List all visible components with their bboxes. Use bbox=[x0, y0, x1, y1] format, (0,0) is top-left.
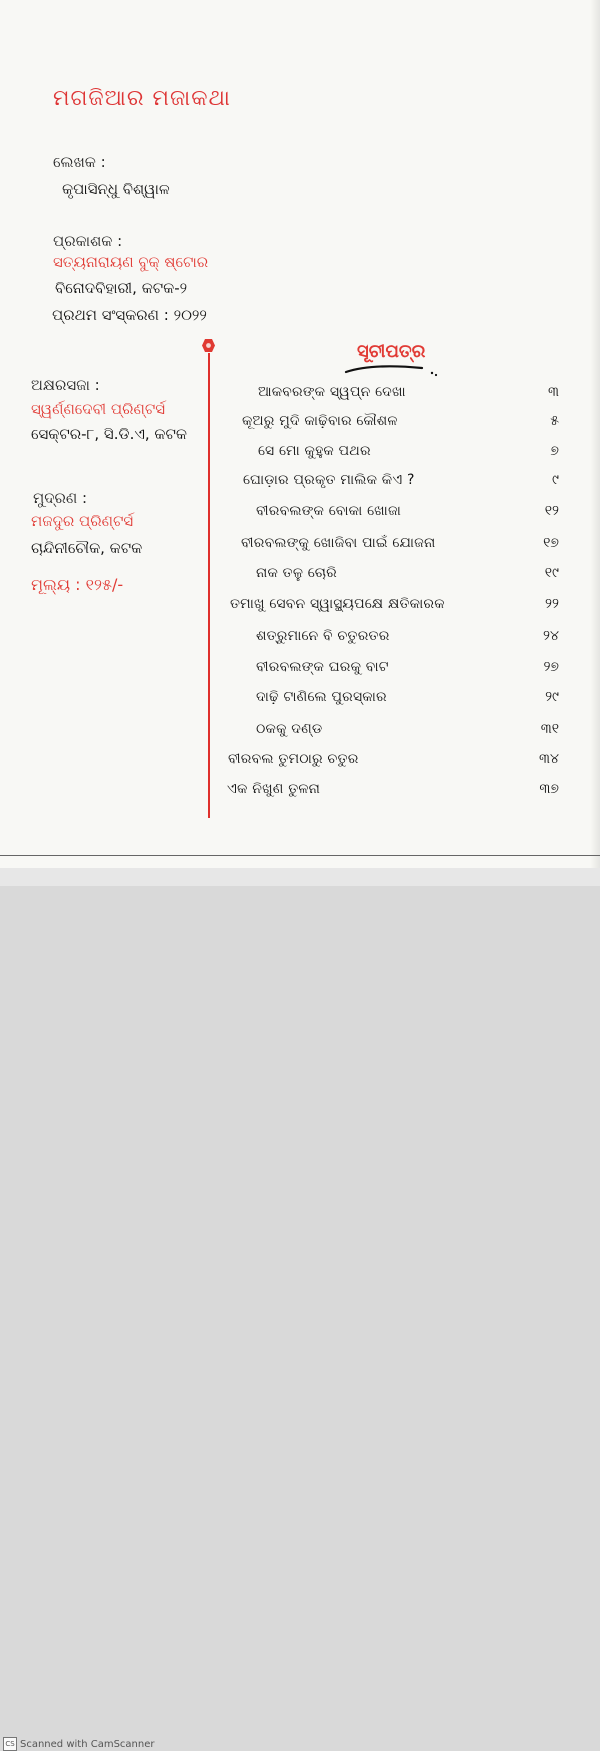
typesetting-address: ସେକ୍ଟର-୮, ସି.ଡି.ଏ, କଟକ bbox=[31, 425, 188, 443]
toc-item-page: ୭ bbox=[550, 443, 559, 459]
edition-info: ପ୍ରଥମ ସଂସ୍କରଣ : ୨୦୨୨ bbox=[52, 306, 207, 324]
toc-vertical-rule bbox=[208, 353, 210, 818]
toc-item-title: ଆକବରଙ୍କ ସ୍ୱପ୍ନ ଦେଖା bbox=[258, 384, 406, 400]
toc-item-title: ବୀରବଲଙ୍କୁ ଖୋଜିବା ପାଇଁ ଯୋଜନା bbox=[241, 535, 436, 551]
scanner-footer-bar bbox=[0, 868, 600, 1750]
toc-item-page: ୧୨ bbox=[544, 503, 559, 519]
toc-item-page: ୩ bbox=[547, 384, 559, 400]
toc-item-page: ୫ bbox=[550, 413, 559, 429]
toc-item-title: କୂଅରୁ ମୁଦି କାଢ଼ିବାର କୌଶଳ bbox=[242, 413, 398, 429]
page-bottom-line bbox=[0, 855, 600, 856]
toc-item-title: ଦାଢ଼ି ଟାଣିଲେ ପୁରସ୍କାର bbox=[256, 689, 387, 705]
toc-item-title: ବୀରବଲଙ୍କ ଘରକୁ ବାଟ bbox=[256, 659, 389, 675]
toc-item-page: ୩୭ bbox=[539, 781, 559, 797]
printing-label: ମୁଦ୍ରଣ : bbox=[33, 489, 88, 507]
toc-item-page: ୯ bbox=[552, 472, 559, 488]
camscanner-text: Scanned with CamScanner bbox=[20, 1738, 155, 1750]
toc-title: ସୂଚୀପତ୍ର bbox=[357, 341, 426, 362]
typesetting-name: ସ୍ୱର୍ଣ୍ଣଦେବୀ ପ୍ରିଣ୍ଟର୍ସ bbox=[31, 400, 165, 418]
author-name: କୃପାସିନ୍ଧୁ ବିଶ୍ୱାଳ bbox=[62, 180, 170, 198]
toc-item-page: ୨୭ bbox=[543, 659, 559, 675]
toc-item-title: ଠକକୁ ଦଣ୍ଡ bbox=[256, 721, 323, 737]
camscanner-logo-icon: CS bbox=[3, 1737, 17, 1751]
toc-item-title: ନାକ ତଳୁ ଚୋରି bbox=[256, 565, 337, 581]
printing-address: ଚାନ୍ଦିନୀଚୌକ, କଟକ bbox=[31, 539, 143, 557]
toc-item-title: ବୀରବଲଙ୍କ ବୋକା ଖୋଜା bbox=[256, 503, 402, 519]
toc-item-page: ୧୯ bbox=[544, 565, 559, 581]
page-edge-shadow bbox=[590, 0, 600, 868]
toc-item-title: ବୀରବଲ ତୁମଠାରୁ ଚତୁର bbox=[228, 751, 359, 767]
toc-item-title: ଘୋଡ଼ାର ପ୍ରକୃତ ମାଲିକ କିଏ ? bbox=[243, 472, 415, 488]
toc-underline-flourish bbox=[344, 360, 444, 380]
toc-item-title: ସେ ମୋ କୁହୁକ ପଥର bbox=[258, 443, 371, 459]
toc-item-page: ୨୨ bbox=[545, 596, 559, 612]
author-label: ଲେଖକ : bbox=[53, 153, 106, 171]
toc-item-page: ୩୧ bbox=[540, 721, 559, 737]
toc-item-title: ତମାଖୁ ସେବନ ସ୍ୱାସ୍ଥ୍ୟପକ୍ଷେ କ୍ଷତିକାରକ bbox=[230, 596, 445, 612]
toc-item-title: ଶତ୍ରୁମାନେ ବି ଚତୁରତର bbox=[256, 628, 390, 644]
toc-item-page: ୧୭ bbox=[543, 535, 559, 551]
printing-name: ମଜଦୁର ପ୍ରିଣ୍ଟର୍ସ bbox=[31, 512, 134, 530]
publisher-label: ପ୍ରକାଶକ : bbox=[53, 232, 123, 250]
publisher-name: ସତ୍ୟନାରାୟଣ ବୁକ୍ ଷ୍ଟୋର bbox=[53, 253, 209, 271]
toc-item-page: ୨୪ bbox=[543, 628, 559, 644]
book-page bbox=[0, 0, 600, 868]
camscanner-watermark bbox=[3, 1737, 155, 1751]
toc-item-page: ୨୯ bbox=[545, 689, 559, 705]
toc-item-page: ୩୪ bbox=[539, 751, 559, 767]
toc-item-title: ଏକ ନିଖୁଣ ତୁଳନା bbox=[227, 781, 321, 797]
price-info: ମୂଲ୍ୟ : ୧୨୫/- bbox=[31, 575, 124, 594]
typesetting-label: ଅକ୍ଷରସଜା : bbox=[31, 376, 100, 394]
publisher-address: ବିନୋଦବିହାରୀ, କଟକ-୨ bbox=[55, 279, 188, 297]
book-title: ମଗଜିଆର ମଜାକଥା bbox=[53, 86, 231, 111]
hexagon-marker-icon bbox=[201, 338, 216, 353]
